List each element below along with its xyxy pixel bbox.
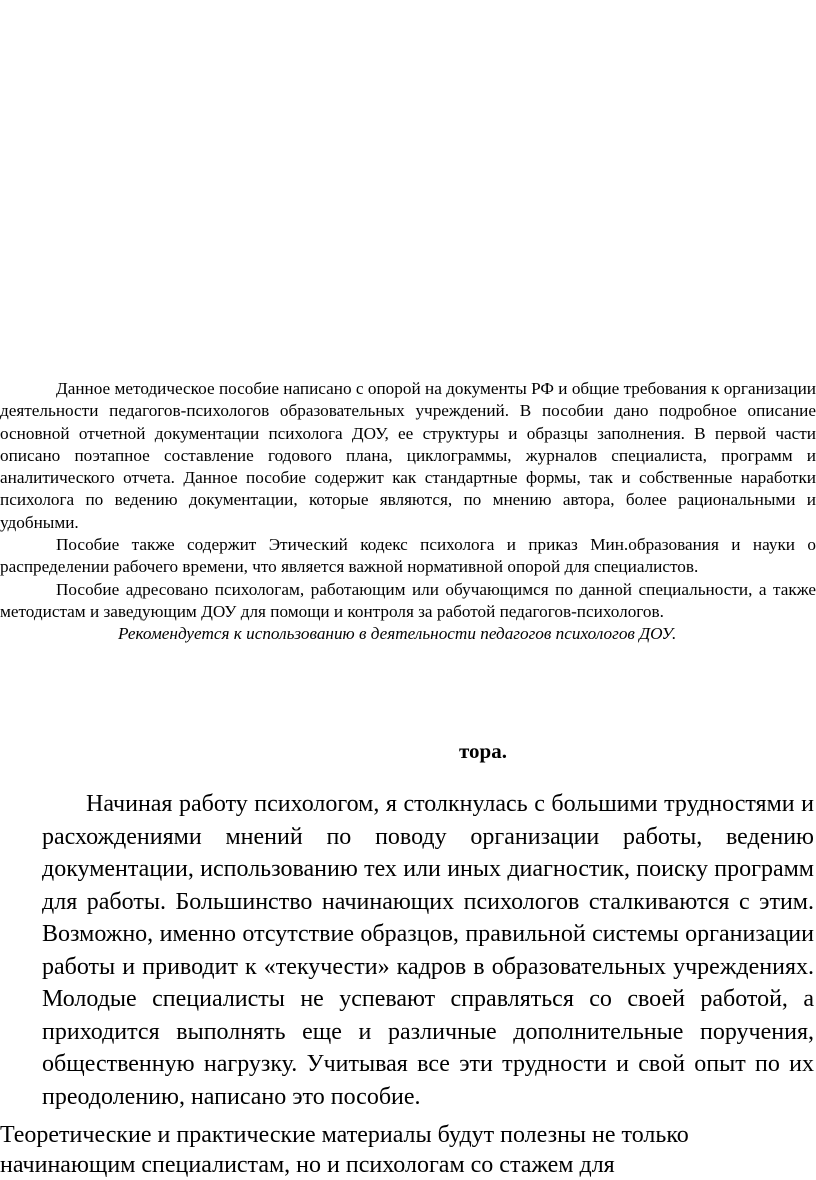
annotation-paragraph-1: Данное методическое пособие написано с опорой на документы РФ и общие требования к организации деятельности педагогов-психологов образовательных учреждений. В пособии дано подробное описание основной отчетной документации психолога ДОУ, ее структуры и образцы заполнения. В первой части описано поэтапное составление годового плана, циклограммы, журналов специалиста, программ и аналитического отчета. Данное пособие содержит как стандартные формы, так и собственные наработки психолога по ведению документации, которые являются, по мнению автора, более рациональными и удобными. [0,379,816,532]
continuation-line-1: Теоретические и практические материалы будут полезны не только [0,1122,689,1148]
continuation-line-2: начинающим специалистам, но и психологам со стажем для [0,1152,615,1178]
annotation-block [0,378,816,646]
recommendation-line: Рекомендуется к использованию в деятельности педагогов психологов ДОУ. [118,624,677,644]
preface-block [42,788,814,1113]
preface-heading: тора. [459,739,507,763]
continuation-block [0,1120,816,1180]
annotation-paragraph-2: Пособие также содержит Этический кодекс психолога и приказ Мин.образования и науки о распределении рабочего времени, что является важной нормативной опорой для специалистов. [0,535,816,577]
annotation-paragraph-3: Пособие адресовано психологам, работающим или обучающимся по данной специальности, а также методистам и заведующим ДОУ для помощи и контроля за работой педагогов-психологов. [0,579,816,621]
preface-paragraph: Начиная работу психологом, я столкнулась с большими трудностями и расхождениями мнений по поводу организации работы, ведению документации, использованию тех или иных диагностик, поиску программ для работы. Большинство начинающих психологов сталкиваются с этим. Возможно, именно отсутствие образцов, правильной системы организации работы и приводит к «текучести» кадров в образовательных учреждениях. Молодые специалисты не успевают справляться со своей работой, а приходится выполнять еще и различные дополнительные поручения, общественную нагрузку. Учитывая все эти трудности и свой опыт по их преодолению, написано это пособие. [42,791,814,1110]
